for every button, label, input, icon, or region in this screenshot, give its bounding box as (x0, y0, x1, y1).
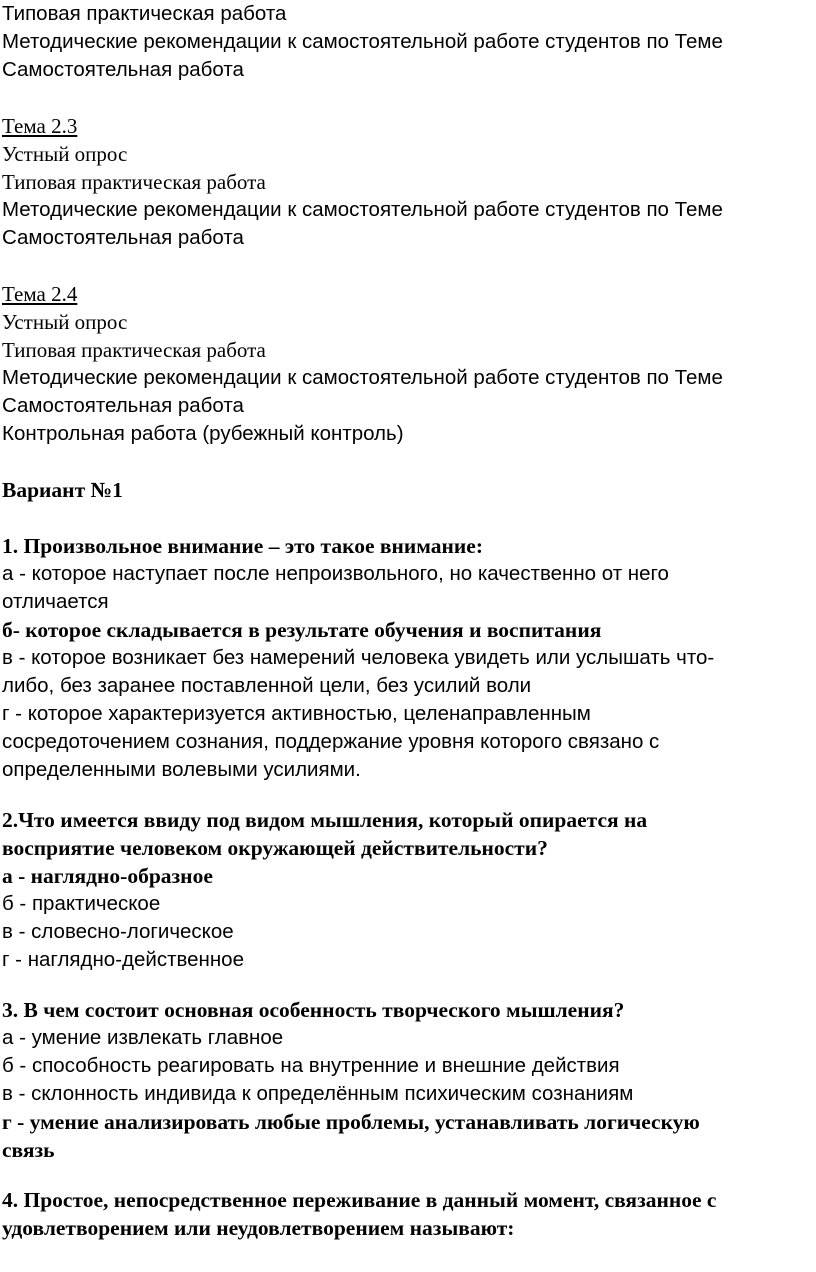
q1-answer-c: в - которое возникает без намерений человека увидеть или услышать что- (2, 646, 715, 669)
q3-answer-a: а - умение извлекать главное (2, 1026, 284, 1049)
topic-2-4-practical-work: Типовая практическая работа (2, 338, 266, 362)
q3-answer-d-cont: связь (2, 1138, 55, 1162)
q4-question-cont: удовлетворением или неудовлетворением называют: (2, 1216, 515, 1240)
q1-question: 1. Произвольное внимание – это такое внимание: (2, 534, 483, 558)
q2-answer-b: б - практическое (2, 892, 161, 915)
q1-answer-b-correct: б- которое складывается в результате обучения и воспитания (2, 618, 602, 642)
topic-2-4-control-work: Контрольная работа (рубежный контроль) (2, 422, 404, 445)
topic-2-3-independent-work: Самостоятельная работа (2, 226, 244, 249)
document-page (2, 0, 814, 1242)
q4-question: 4. Простое, непосредственное переживание в данный момент, связанное с (2, 1188, 717, 1212)
q2-answer-d: г - наглядно-действенное (2, 948, 244, 971)
top-line-practical-work: Типовая практическая работа (2, 2, 287, 25)
q2-answer-a-correct: а - наглядно-образное (2, 864, 213, 888)
q1-answer-c-cont: либо, без заранее поставленной цели, без усилий воли (2, 674, 532, 697)
q2-question: 2.Что имеется ввиду под видом мышления, который опирается на (2, 808, 648, 832)
q1-answer-d: г - которое характеризуется активностью, целенаправленным (2, 702, 591, 725)
topic-2-3-practical-work: Типовая практическая работа (2, 170, 266, 194)
topic-2-4-guidelines: Методические рекомендации к самостоятельной работе студентов по Теме (2, 366, 723, 389)
top-line-guidelines: Методические рекомендации к самостоятельной работе студентов по Теме (2, 30, 723, 53)
q3-question: 3. В чем состоит основная особенность творческого мышления? (2, 998, 625, 1022)
topic-2-3-title: Тема 2.3 (2, 114, 78, 138)
topic-2-4-independent-work: Самостоятельная работа (2, 394, 244, 417)
q3-answer-d-correct: г - умение анализировать любые проблемы, устанавливать логическую (2, 1110, 700, 1134)
variant-title: Вариант №1 (2, 478, 123, 502)
topic-2-3-oral-quiz: Устный опрос (2, 142, 128, 166)
q1-answer-d-cont2: определенными волевыми усилиями. (2, 758, 361, 781)
q3-answer-c: в - склонность индивида к определённым психическим сознаниям (2, 1082, 634, 1105)
q3-answer-b: б - способность реагировать на внутренние и внешние действия (2, 1054, 620, 1077)
topic-2-4-oral-quiz: Устный опрос (2, 310, 128, 334)
q2-question-cont: восприятие человеком окружающей действительности? (2, 836, 548, 860)
topic-2-3-guidelines: Методические рекомендации к самостоятельной работе студентов по Теме (2, 198, 723, 221)
q1-answer-a-cont: отличается (2, 590, 109, 613)
q1-answer-a: а - которое наступает после непроизвольного, но качественно от него (2, 562, 669, 585)
top-line-independent-work: Самостоятельная работа (2, 58, 244, 81)
topic-2-4-title: Тема 2.4 (2, 282, 78, 306)
q2-answer-c: в - словесно-логическое (2, 920, 234, 943)
q1-answer-d-cont: сосредоточением сознания, поддержание уровня которого связано с (2, 730, 660, 753)
